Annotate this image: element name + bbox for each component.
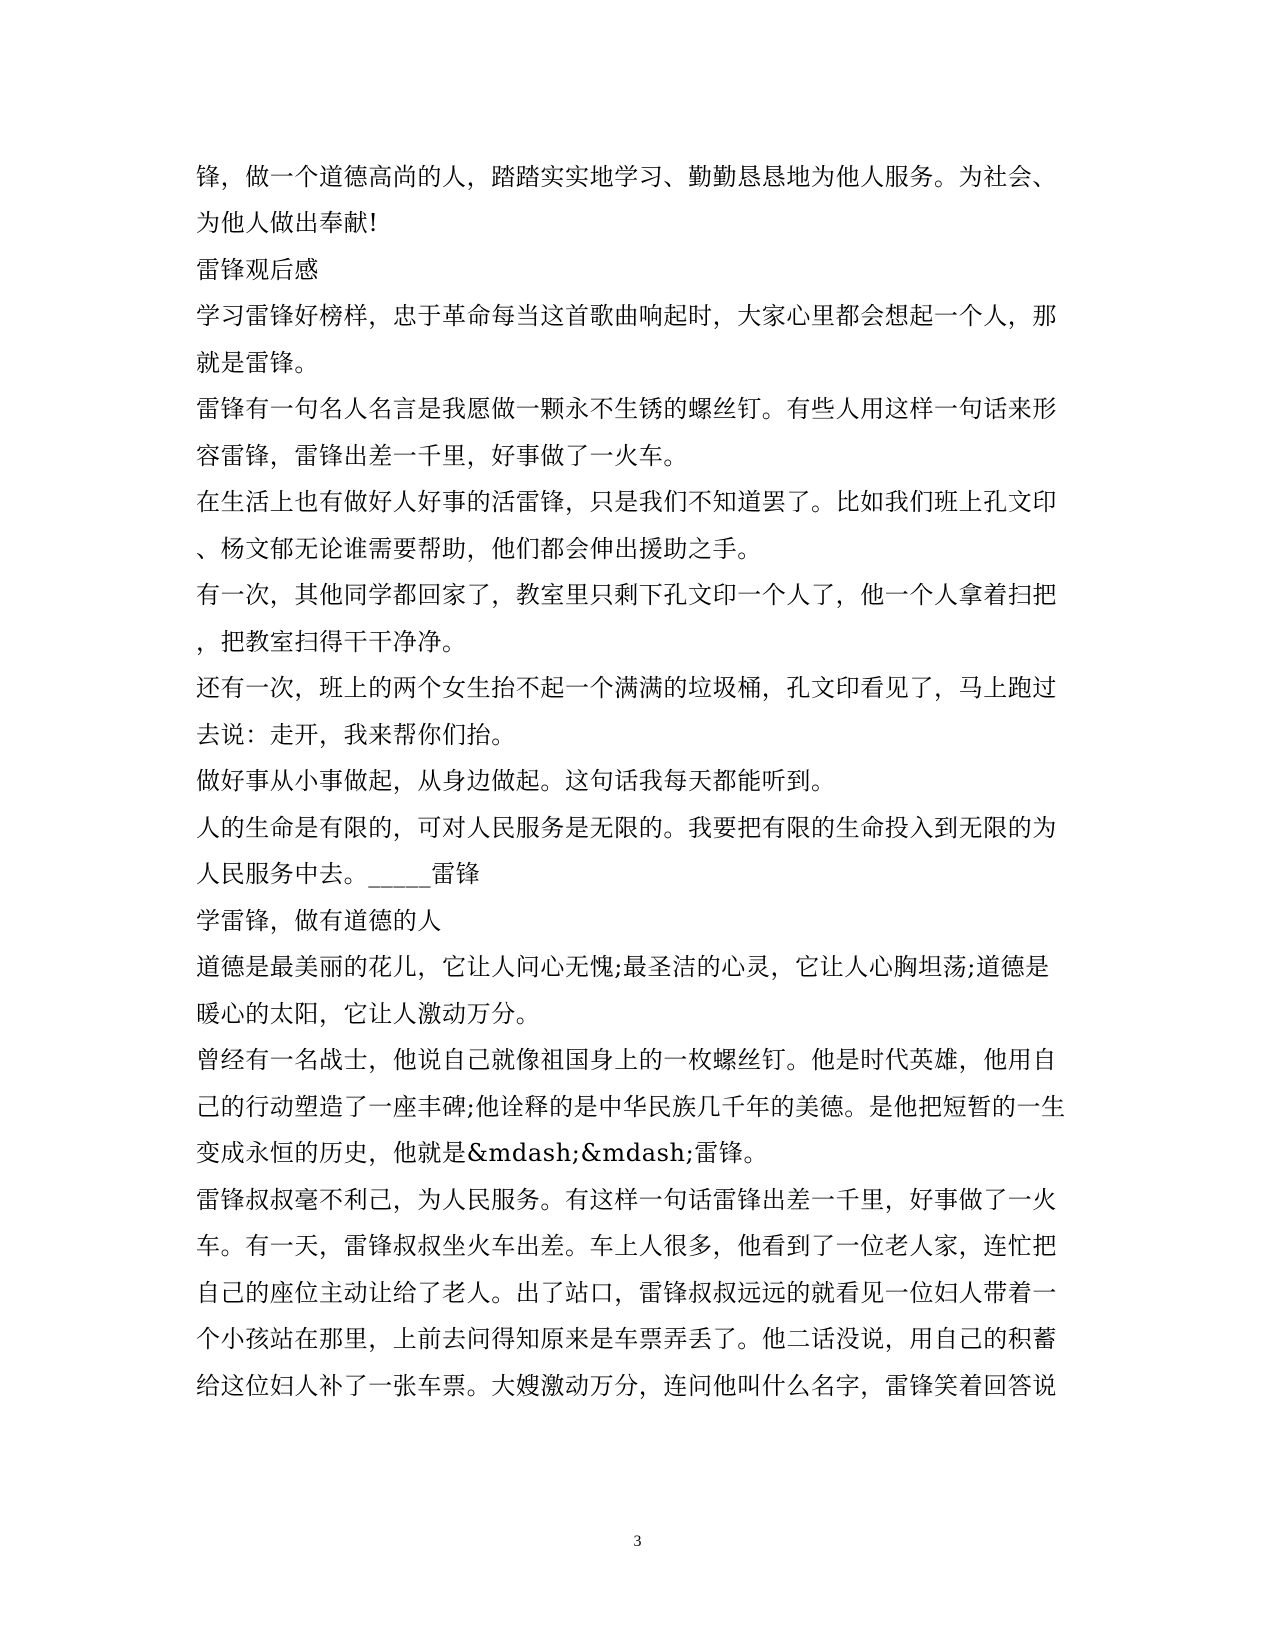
section-heading: 学雷锋，做有道德的人: [196, 907, 442, 935]
text-line: 给这位妇人补了一张车票。大嫂激动万分，连问他叫什么名字，雷锋笑着回答说: [196, 1372, 1057, 1400]
text-line: ，把教室扫得干干净净。: [196, 628, 467, 656]
text-line: 在生活上也有做好人好事的活雷锋，只是我们不知道罢了。比如我们班上孔文印: [196, 488, 1057, 516]
text-line: 个小孩站在那里，上前去问得知原来是车票弄丢了。他二话没说，用自己的积蓄: [196, 1325, 1057, 1353]
text-line: 还有一次，班上的两个女生抬不起一个满满的垃圾桶，孔文印看见了，马上跑过: [196, 674, 1057, 702]
text-line: 就是雷锋。: [196, 349, 319, 377]
text-line: 道德是最美丽的花儿，它让人问心无愧;最圣洁的心灵，它让人心胸坦荡;道德是: [196, 953, 1050, 981]
text-line: 自己的座位主动让给了老人。出了站口，雷锋叔叔远远的就看见一位妇人带着一: [196, 1279, 1057, 1307]
text-line: 、杨文郁无论谁需要帮助，他们都会伸出援助之手。: [196, 535, 762, 563]
text-line: 人民服务中去。_____雷锋: [196, 860, 481, 888]
page-number: 3: [633, 1533, 642, 1550]
text-line: 变成永恒的历史，他就是&mdash;&mdash;雷锋。: [196, 1139, 769, 1167]
text-line: 曾经有一名战士，他说自己就像祖国身上的一枚螺丝钉。他是时代英雄，他用自: [196, 1046, 1057, 1074]
text-line: 人的生命是有限的，可对人民服务是无限的。我要把有限的生命投入到无限的为: [196, 814, 1057, 842]
text-line: 容雷锋，雷锋出差一千里，好事做了一火车。: [196, 442, 688, 470]
text-line: 有一次，其他同学都回家了，教室里只剩下孔文印一个人了，他一个人拿着扫把: [196, 581, 1057, 609]
text-line: 雷锋有一句名人名言是我愿做一颗永不生锈的螺丝钉。有些人用这样一句话来形: [196, 395, 1057, 423]
text-line: 学习雷锋好榜样，忠于革命每当这首歌曲响起时，大家心里都会想起一个人，那: [196, 302, 1057, 330]
text-line: 做好事从小事做起，从身边做起。这句话我每天都能听到。: [196, 767, 836, 795]
text-line: 雷锋叔叔毫不利己，为人民服务。有这样一句话雷锋出差一千里，好事做了一火: [196, 1186, 1057, 1214]
text-line: 锋，做一个道德高尚的人，踏踏实实地学习、勤勤恳恳地为他人服务。为社会、: [196, 163, 1057, 191]
text-line: 暖心的太阳，它让人激动万分。: [196, 1000, 541, 1028]
text-line: 为他人做出奉献!: [196, 209, 379, 237]
section-heading: 雷锋观后感: [196, 256, 319, 284]
text-line: 己的行动塑造了一座丰碑;他诠释的是中华民族几千年的美德。是他把短暂的一生: [196, 1093, 1066, 1121]
text-line: 车。有一天，雷锋叔叔坐火车出差。车上人很多，他看到了一位老人家，连忙把: [196, 1232, 1057, 1260]
text-line: 去说：走开，我来帮你们抬。: [196, 721, 516, 749]
